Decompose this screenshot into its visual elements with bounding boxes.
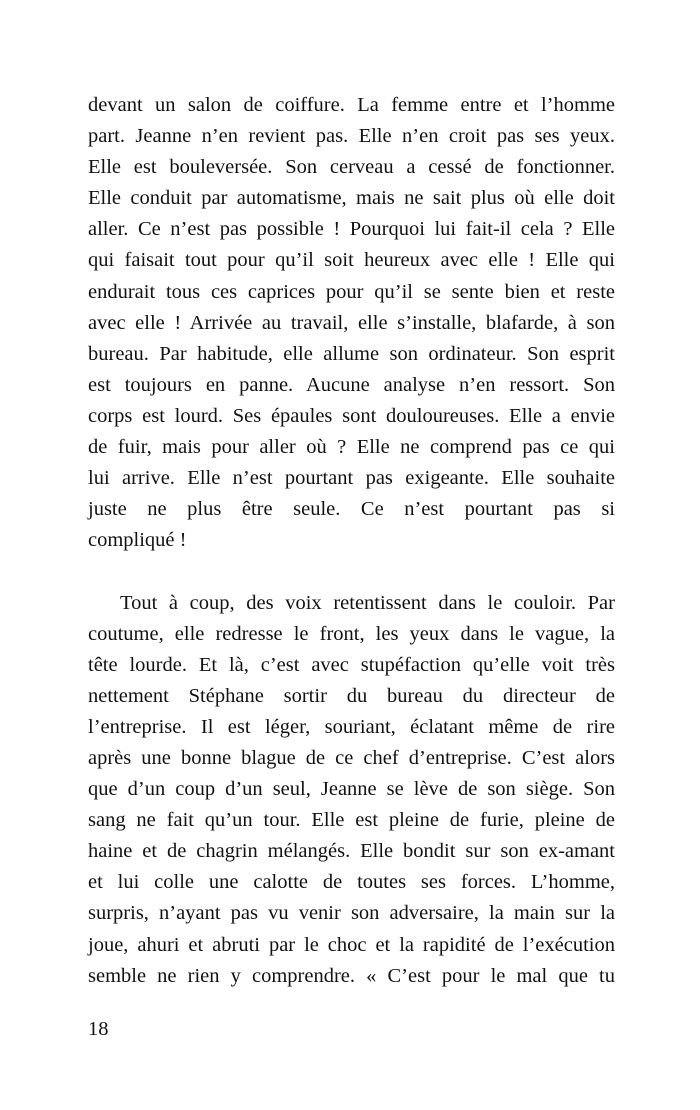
- text-line: semble ne rien y comprendre. « C’est pour le mal que tu: [88, 964, 615, 987]
- text-line: que d’un coup d’un seul, Jeanne se lève de son siège. Son: [88, 778, 615, 801]
- text-line: juste ne plus être seule. Ce n’est pourtant pas si: [88, 498, 615, 521]
- text-line: Tout à coup, des voix retentissent dans le couloir. Par: [120, 591, 615, 614]
- text-line: avec elle ! Arrivée au travail, elle s’installe, blafarde, à son: [88, 311, 615, 334]
- text-line: devant un salon de coiffure. La femme entre et l’homme: [88, 94, 615, 116]
- text-line: part. Jeanne n’en revient pas. Elle n’en croit pas ses yeux.: [88, 125, 615, 148]
- text-line: l’entreprise. Il est léger, souriant, éclatant même de rire: [88, 715, 615, 738]
- text-line: sang ne fait qu’un tour. Elle est pleine de furie, pleine de: [88, 809, 615, 832]
- text-line: de fuir, mais pour aller où ? Elle ne comprend pas ce qui: [88, 436, 615, 459]
- text-line: Elle conduit par automatisme, mais ne sait plus où elle doit: [88, 187, 615, 210]
- text-line: Elle est bouleversée. Son cerveau a cessé de fonctionner.: [88, 156, 615, 179]
- text-line: endurait tous ces caprices pour qu’il se sente bien et reste: [88, 280, 615, 303]
- text-line: surpris, n’ayant pas vu venir son adversaire, la main sur la: [88, 902, 615, 925]
- text-line: qui faisait tout pour qu’il soit heureux avec elle ! Elle qui: [88, 249, 615, 272]
- text-line: tête lourde. Et là, c’est avec stupéfaction qu’elle voit très: [88, 653, 615, 676]
- text-line: compliqué !: [88, 529, 187, 552]
- page-body: [88, 90, 615, 1023]
- page-number: 18: [88, 1018, 109, 1040]
- text-line: et lui colle une calotte de toutes ses forces. L’homme,: [88, 871, 615, 894]
- text-line: [88, 992, 615, 1023]
- text-line: après une bonne blague de ce chef d’entreprise. C’est alors: [88, 746, 615, 769]
- paragraph-1: [88, 90, 615, 556]
- text-line: nettement Stéphane sortir du bureau du directeur de: [88, 684, 615, 707]
- text-line: corps est lourd. Ses épaules sont douloureuses. Elle a envie: [88, 404, 615, 427]
- text-line: haine et de chagrin mélangés. Elle bondit sur son ex-amant: [88, 840, 615, 863]
- text-line: joue, ahuri et abruti par le choc et la rapidité de l’exécution: [88, 933, 615, 956]
- paragraph-2: [88, 588, 615, 1023]
- text-line: aller. Ce n’est pas possible ! Pourquoi lui fait-il cela ? Elle: [88, 218, 615, 241]
- text-line: lui arrive. Elle n’est pourtant pas exigeante. Elle souhaite: [88, 467, 615, 490]
- text-line: est toujours en panne. Aucune analyse n’en ressort. Son: [88, 373, 615, 396]
- paragraph-spacer: [88, 556, 615, 587]
- text-line: coutume, elle redresse le front, les yeux dans le vague, la: [88, 622, 615, 645]
- text-line: bureau. Par habitude, elle allume son ordinateur. Son esprit: [88, 342, 615, 365]
